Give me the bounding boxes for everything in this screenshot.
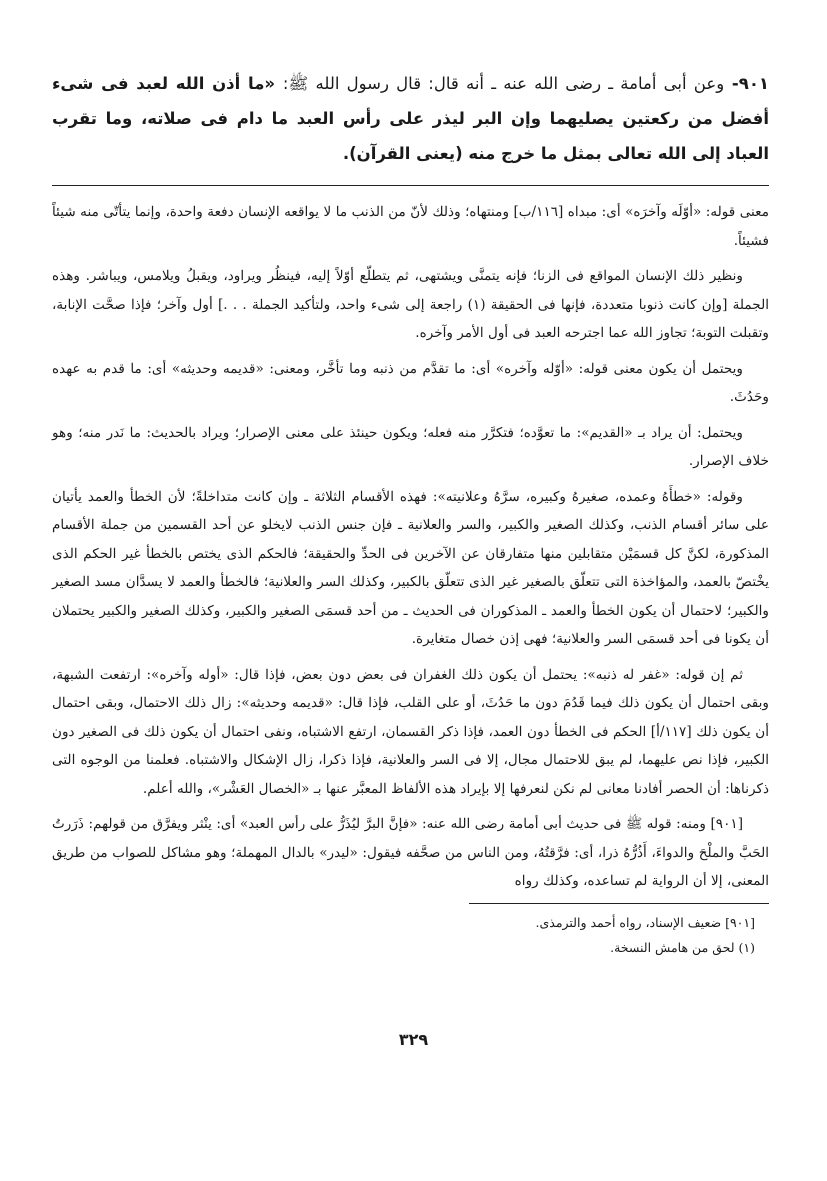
hadith-number: ٩٠١- — [731, 74, 769, 93]
hadith-text — [52, 66, 769, 171]
page-number: ٣٢٩ — [398, 1030, 429, 1049]
commentary-paragraph: ويحتمل: أن يراد بـ «القديم»: ما تعوَّده؛ فتكرَّر منه فعله؛ ويكون حينئذ على معنى الإصرار؛ ويراد بالحديث: ما نَدر منه؛ وهو خلاف الإصرار. — [52, 424, 769, 469]
hadith-body: «ما أذن الله لعبد فى شىء أفضل من ركعتين يصليهما وإن البر ليذر على رأس العبد ما دام فى صلاته، وما تقرب العباد إلى الله تعالى بمثل ما خرج منه (يعنى القرآن). — [52, 74, 769, 163]
commentary-paragraph: معنى قوله: «أوّلَه وآخرَه» أى: مبداه [١١٦/ب] ومنتهاه؛ وذلك لأنّ من الذنب ما لا يواقعه الإنسان دفعة واحدة، وإنما يتأتّى منه شيئاً فشيئاً. — [52, 204, 770, 249]
commentary-paragraph: [٩٠١] ومنه: قوله ﷺ فى حديث أبى أمامة رضى الله عنه: «فإنَّ البرَّ ليُذَرُّ على رأس العبد» أى: ينْثر ويفرَّق من قولهم: ذَرَرتُ الحَبَّ والملْحَ والدواءَ، أَذُرُّهُ ذرا، أى: فرَّقتُهُ، ومن الناس من صحَّفه فيقول: «ليدر» بالدال المهملة؛ وهو مشاكل للصواب من طريق المعنى، إلا أن الرواية لم تساعده، وكذلك رواه — [52, 816, 769, 889]
commentary-paragraph: وقوله: «خطأَهُ وعمده، صغيرهُ وكبيره، سرَّهُ وعلانيته»: فهذه الأقسام الثلاثة ـ وإن كانت متداخلةً؛ لأن الخطأ والعمد يأتيان على سائر أقسام الذنب، وكذلك الصغير والكبير، والسر والعلانية ـ فإن جنس الذنب لايخلو عن أحد القسمين من جملة الأقسام المذكورة، لكنَّ كل قسمَيْن متقابلين منها متفارقان عن الآخرين فى الحدِّ والحقيقة؛ فالحكم الذى يختص بالخطأ غير الحكم الذى يخْتصّ بالعمد، والمؤاخذة التى تتعلّق بالصغير غير الذى تتعلّق بالكبير، وكذلك السر والعلانية؛ فالخطأ والعمد لا يسدَّان مسد الصغير والكبير؛ لاحتمال أن يكون الخطأ والعمد ـ المذكوران فى الحديث ـ من أحد قسمَى الصغير والكبير، وكذلك الصغير والكبير يحتملان أن يكونا فى أحد قسمَى السر والعلانية؛ فهى إذن خصال متغايرة. — [52, 488, 769, 647]
commentary-paragraph: ويحتمل أن يكون معنى قوله: «أوّله وآخره» أى: ما تقدَّم من ذنبه وما تأخَّر، ومعنى: «قديمه وحديثه» أى: ما قدم به عهده وحَدُثَ. — [52, 360, 769, 405]
footnote-divider — [469, 903, 769, 904]
section-divider — [52, 185, 769, 186]
footnotes — [52, 910, 769, 960]
hadith-intro: وعن أبى أمامة ـ رضى الله عنه ـ أنه قال: قال رسول الله ﷺ: — [282, 74, 725, 93]
commentary — [52, 198, 769, 896]
commentary-paragraph: ثم إن قوله: «غفر له ذنبه»: يحتمل أن يكون ذلك الغفران فى بعض دون بعض، فإذا قال: «أوله وآخره»: ارتفعت الشبهة، وبقى احتمال أن يكون ذلك فيما قَدُمَ دون ما حَدُثَ، أو على القلب، فإذا قال: «قديمه وحديثه»: زال ذلك الاحتمال، وبقى احتمال أن يكون ذلك [١١٧/أ] الحكم فى الخطأ دون العمد، فإذا ذكر القسمان، ارتفع الاشتباه، ونفى احتمال أن يكون ذلك فى الصغير دون الكبير، فإذا نص عليهما، لم يبق للاحتمال مجال، إلا فى السر والعلانية، فإذا ذكرا، زال الإشكال والاشتباه. فعلمنا من الوجوه التى ذكرناها: أن الحصر أفادنا معانى لم نكن لنعرفها إلا بإيراد هذه الألفاظ المعبَّر عنها بـ «الخصال العَشْر»، والله أعلم. — [52, 666, 769, 797]
commentary-paragraph: ونظير ذلك الإنسان المواقع فى الزنا؛ فإنه يتمنَّى ويشتهى، ثم يتطلّع أوّلاً إليه، فينظُر ويراود، ويقبلُ ويلامس، ويباشر. وهذه الجملة [وإن كانت ذنوبا متعددة، فإنها فى الحقيقة (١) راجعة إلى شىء واحد، ولتأكيد الجملة . . .] أول وآخر؛ فإذا صحَّت الإنابة، وتقبلت التوبة؛ تجاوز الله عما اجترحه العبد فى أول الأمر وآخره. — [52, 268, 769, 341]
footnote: [٩٠١] ضعيف الإسناد، رواه أحمد والترمذى. — [535, 914, 755, 930]
footnote: (١) لحق من هامش النسخة. — [610, 939, 755, 955]
